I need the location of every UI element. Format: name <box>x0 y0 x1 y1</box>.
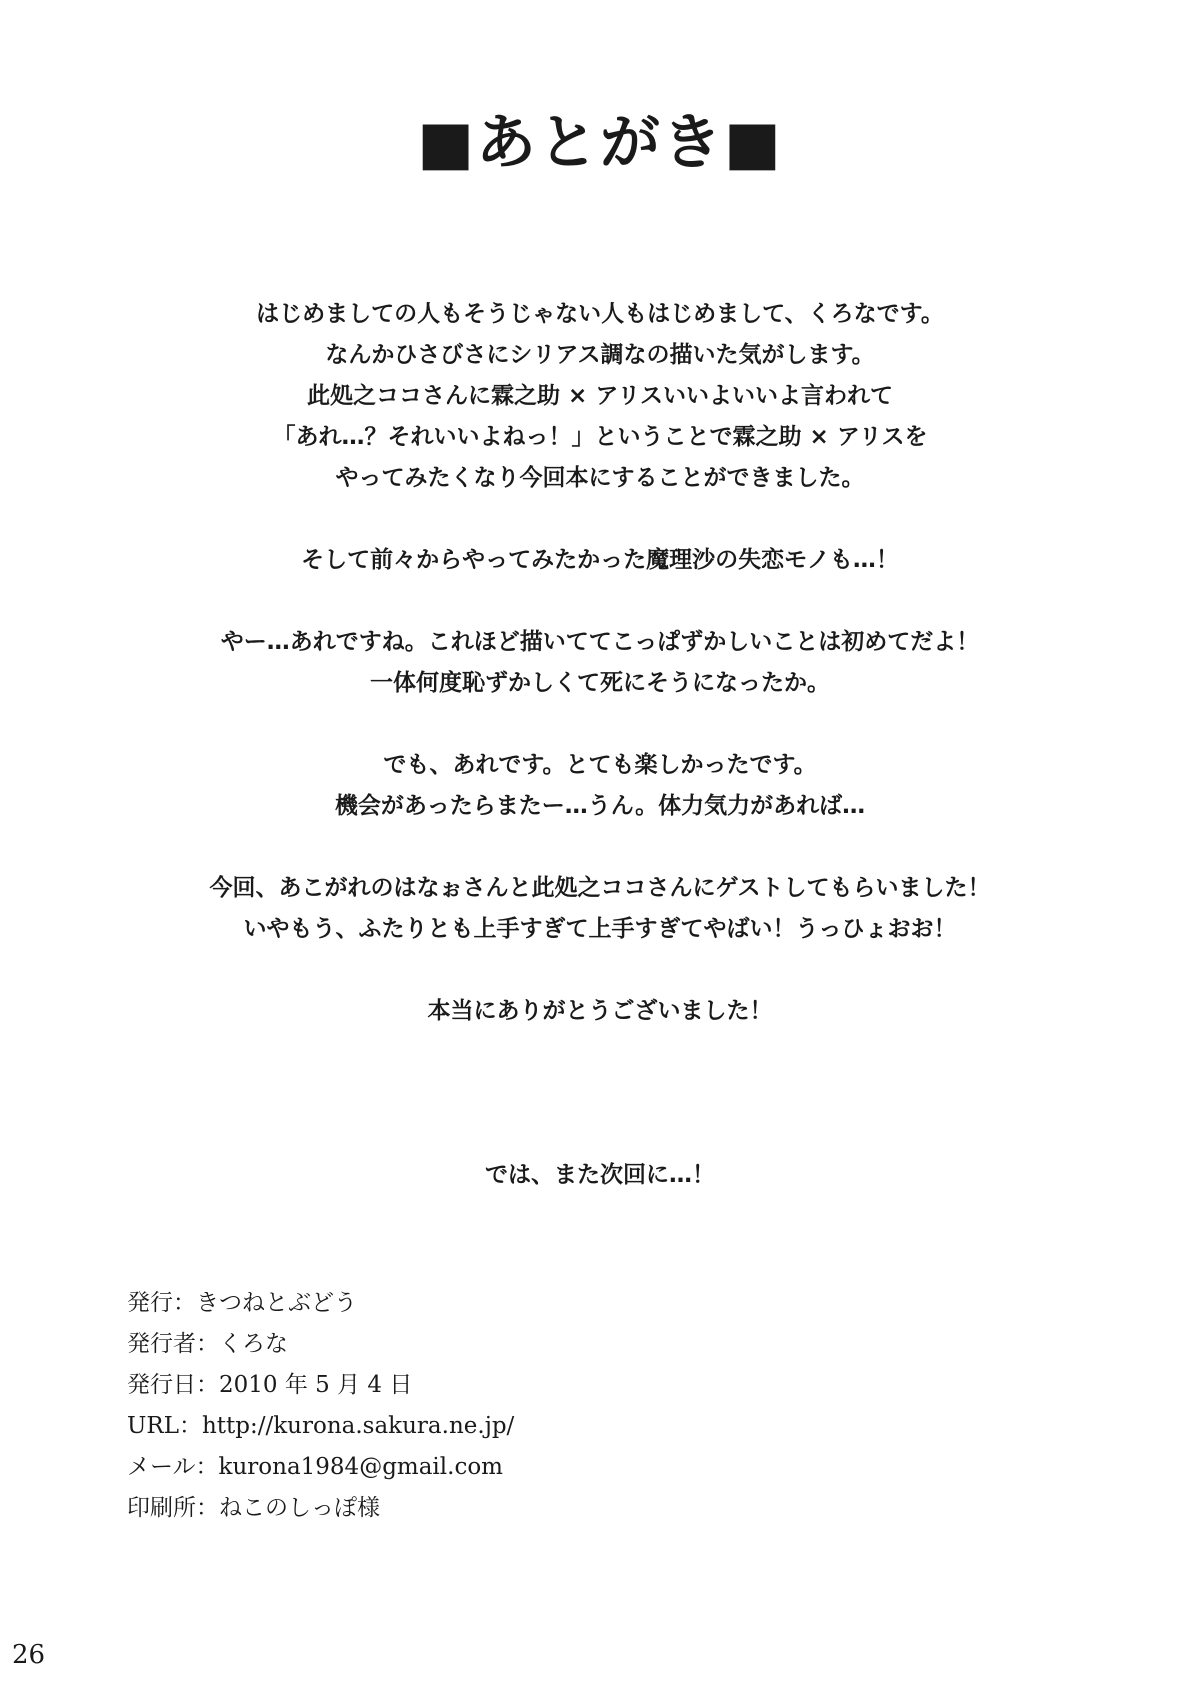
paragraph-2 <box>0 540 1200 581</box>
colophon-publisher: 発行：きつねとぶどう <box>127 1290 357 1316</box>
colophon-email: メール：kurona1984@gmail.com <box>127 1454 503 1480</box>
paragraph-line: 今回、あこがれのはなぉさんと此処之ココさんにゲストしてもらいました！ <box>209 875 991 901</box>
paragraph-6 <box>0 991 1200 1032</box>
paragraph-5 <box>0 868 1200 950</box>
paragraph-line: 一体何度恥ずかしくて死にそうになったか。 <box>370 670 830 696</box>
paragraph-line: そして前々からやってみたかった魔理沙の失恋モノも…！ <box>301 547 899 573</box>
paragraph-line: なんかひさびさにシリアス調なの描いた気がします。 <box>325 342 875 368</box>
paragraph-line: 機会があったらまたー…うん。体力気力があれば… <box>334 793 866 819</box>
colophon-printer: 印刷所：ねこのしっぽ様 <box>127 1495 380 1521</box>
paragraph-line: いやもう、ふたりとも上手すぎて上手すぎてやばい！うっひょおお！ <box>243 916 957 942</box>
colophon-author: 発行者：くろな <box>127 1331 288 1357</box>
paragraph-line: 「あれ…？それいいよねっ！」ということで霖之助 × アリスを <box>272 424 928 450</box>
paragraph-line: はじめましての人もそうじゃない人もはじめまして、くろなです。 <box>256 301 944 327</box>
colophon <box>127 1283 514 1529</box>
paragraph-line: やってみたくなり今回本にすることができました。 <box>335 465 865 491</box>
paragraph-line: では、また次回に…！ <box>485 1162 715 1188</box>
paragraph-line: 此処之ココさんに霖之助 × アリスいいよいいよ言われて <box>307 383 893 409</box>
paragraph-1 <box>0 294 1200 499</box>
paragraph-3 <box>0 622 1200 704</box>
paragraph-line: 本当にありがとうございました！ <box>427 998 773 1024</box>
paragraph-line: でも、あれです。とても楽しかったです。 <box>383 752 817 778</box>
paragraph-line: やー…あれですね。これほど描いててこっぱずかしいことは初めてだよ！ <box>220 629 980 655</box>
page-number: 26 <box>12 1640 46 1670</box>
colophon-url: URL：http://kurona.sakura.ne.jp/ <box>127 1413 515 1439</box>
page-title: ■あとがき■ <box>417 108 783 178</box>
paragraph-4 <box>0 745 1200 827</box>
paragraph-7 <box>0 1155 1200 1196</box>
colophon-date: 発行日：2010 年 5 月 4 日 <box>127 1372 413 1398</box>
